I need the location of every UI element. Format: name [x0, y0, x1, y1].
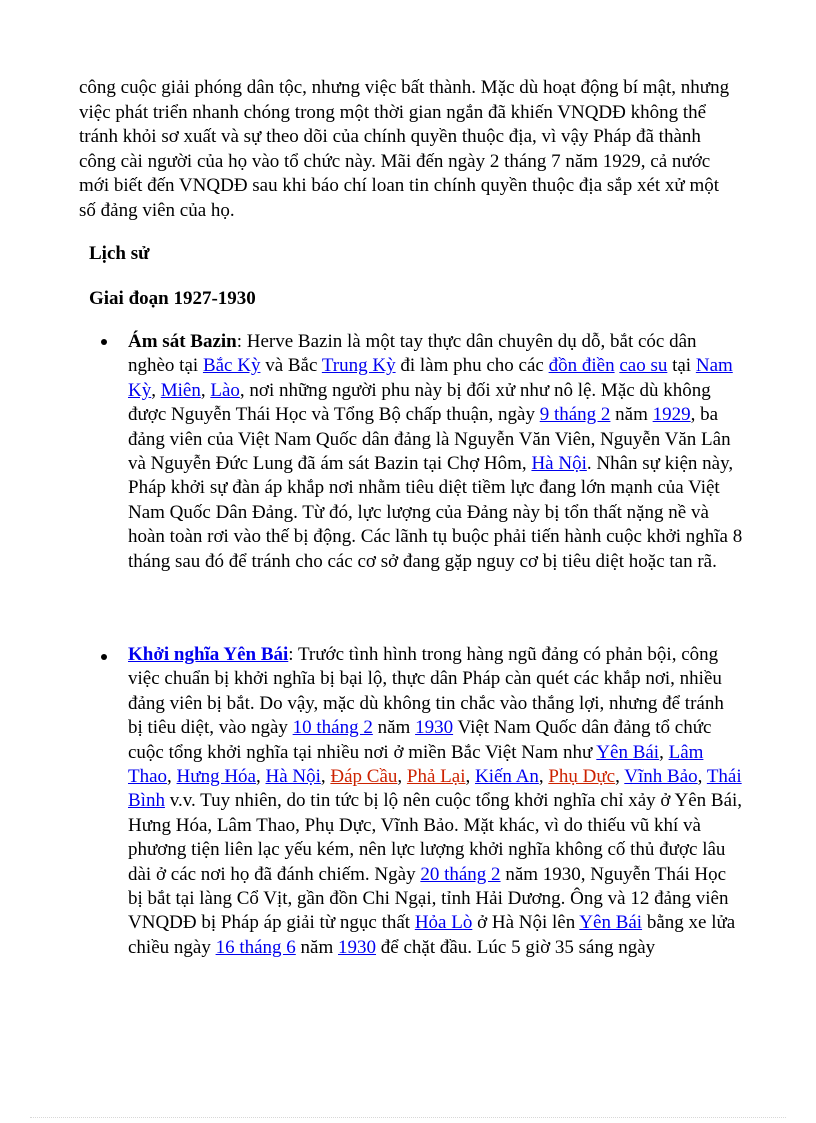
- link-phu-duc[interactable]: Phụ Dực: [548, 766, 616, 788]
- text: ,: [167, 766, 177, 788]
- text: ,: [615, 766, 625, 788]
- link-ha-noi[interactable]: Hà Nội: [531, 453, 587, 475]
- text: để chặt đầu. Lúc 5 giờ 35 sáng ngày: [376, 936, 656, 958]
- link-kien-an[interactable]: Kiến An: [474, 766, 539, 788]
- link-mien[interactable]: Miên: [160, 379, 201, 401]
- link-date-20-2[interactable]: 20 tháng 2: [420, 863, 501, 885]
- text: và Bắc: [260, 355, 322, 377]
- text: năm 1930, Nguyễn Thái Học bị bắt tại làng Cổ Vịt, gần đồn Chi Ngại, tỉnh Hải Dương. Ông và 12 đảng viên VNQDĐ bị Pháp áp giải từ ngục thất: [128, 863, 729, 934]
- text: năm: [610, 404, 653, 426]
- list-item-bazin: [128, 330, 743, 574]
- heading-history: Lịch sử: [89, 243, 150, 264]
- link-don-dien[interactable]: đồn điền: [548, 355, 615, 377]
- link-year-1929[interactable]: 1929: [652, 404, 691, 426]
- link-pha-lai[interactable]: Phả Lại: [406, 766, 466, 788]
- link-yen-bai[interactable]: Yên Bái: [596, 741, 660, 763]
- link-thai-binh[interactable]: Thái Bình: [128, 766, 742, 812]
- link-date-16-6[interactable]: 16 tháng 6: [215, 936, 296, 958]
- text: ,: [465, 766, 475, 788]
- text: . Nhân sự kiện này, Pháp khởi sự đàn áp khắp nơi nhằm tiêu diệt tiềm lực đang lớn mạnh của Việt Nam Quốc Dân Đảng. Từ đó, lực lượng của Đảng này bị tổn thất nặng nề và hoàn toàn rơi vào thế bị động. Các lãnh tụ buộc phải tiến hành cuộc khởi nghĩa 8 tháng sau đó để tránh cho các cơ sở đang gặp nguy cơ bị tiêu diệt hoặc tan rã.: [128, 453, 743, 572]
- text: ,: [151, 379, 161, 401]
- text: v.v. Tuy nhiên, do tin tức bị lộ nên cuộc tổng khởi nghĩa chỉ xảy ở Yên Bái, Hưng Hóa, Lâm Thao, Phụ Dực, Vĩnh Bảo. Mặt khác, vì do thiếu vũ khí và phương tiện liên lạc yếu kém, nên lực lượng khởi nghĩa không cố thủ được lâu dài ở các nơi họ đã đánh chiếm. Ngày: [128, 790, 743, 885]
- bullet-icon: [101, 654, 107, 660]
- text: ,: [659, 741, 669, 763]
- link-vinh-bao[interactable]: Vĩnh Bảo: [624, 766, 698, 788]
- text: năm: [372, 717, 416, 739]
- text: năm: [295, 936, 339, 958]
- link-lao[interactable]: Lào: [210, 379, 240, 401]
- text: , ba đảng viên của Việt Nam Quốc dân đảng là Nguyễn Văn Viên, Nguyễn Văn Lân và Nguyễn Đức Lung đã ám sát Bazin tại Chợ Hôm,: [128, 404, 731, 475]
- text: ,: [255, 766, 266, 788]
- text: ,: [200, 379, 211, 401]
- text: bằng xe lửa chiều ngày: [128, 912, 736, 958]
- link-date-10-2[interactable]: 10 tháng 2: [292, 717, 373, 739]
- link-year-1930[interactable]: 1930: [415, 717, 454, 739]
- text: ,: [538, 766, 549, 788]
- text: ở Hà Nội lên: [472, 912, 580, 934]
- link-khoi-nghia-yen-bai[interactable]: Khởi nghĩa Yên Bái: [128, 644, 289, 665]
- intro-paragraph: công cuộc giải phóng dân tộc, nhưng việc bất thành. Mặc dù hoạt động bí mật, nhưng việc phát triển nhanh chóng trong một thời gian ngắn đã khiến VNQDĐ không thể tránh khỏi sơ xuất và sự theo dõi của chính quyền thuộc địa, vì vậy Pháp đã thành công cài người của họ vào tổ chức này. Mãi đến ngày 2 tháng 7 năm 1929, cả nước mới biết đến VNQDĐ sau khi báo chí loan tin chính quyền thuộc địa sắp xét xử một số đảng viên của họ.: [79, 77, 730, 221]
- text: đi làm phu cho các: [395, 355, 549, 377]
- link-bac-ky[interactable]: Bắc Kỳ: [202, 355, 261, 377]
- link-hoa-lo[interactable]: Hỏa Lò: [414, 912, 473, 934]
- link-year-1930-2[interactable]: 1930: [338, 936, 377, 958]
- link-trung-ky[interactable]: Trung Kỳ: [321, 355, 396, 377]
- text: : Trước tình hình trong hàng ngũ đảng có phản bội, công việc chuẩn bị khởi nghĩa bị bại lộ, thực dân Pháp càn quét các khắp nơi, nhiều đảng viên bị bắt. Do vậy, mặc dù không tin chắc vào thắng lợi, nhưng để tránh bị tiêu diệt, vào ngày: [128, 644, 724, 739]
- link-nam-ky[interactable]: Nam Kỳ: [128, 355, 733, 401]
- text: ,: [697, 766, 707, 788]
- item-title: Ám sát Bazin: [128, 331, 237, 352]
- text: , nơi những người phu này bị đối xử như nô lệ. Mặc dù không được Nguyễn Thái Học và Tổng Bộ chấp thuận, ngày: [128, 379, 711, 426]
- link-date-9-2[interactable]: 9 tháng 2: [539, 404, 611, 426]
- text: ,: [397, 766, 407, 788]
- link-lam-thao[interactable]: Lâm Thao: [128, 741, 704, 788]
- list-item-yen-bai: [128, 643, 743, 960]
- text: Việt Nam Quốc dân đảng tổ chức cuộc tổng khởi nghĩa tại nhiều nơi ở miền Bắc Việt Nam như: [128, 717, 712, 763]
- link-hung-hoa[interactable]: Hưng Hóa: [176, 766, 256, 788]
- text: : Herve Bazin là một tay thực dân chuyên dụ dỗ, bắt cóc dân nghèo tại: [128, 331, 697, 377]
- text: tại: [667, 355, 696, 377]
- heading-period: Giai đoạn 1927-1930: [89, 288, 256, 309]
- link-dap-cau[interactable]: Đáp Cầu: [330, 766, 398, 788]
- bullet-icon: [101, 339, 107, 345]
- text: ,: [320, 766, 331, 788]
- link-ha-noi[interactable]: Hà Nội: [265, 766, 321, 788]
- page-divider: [30, 1117, 786, 1118]
- link-cao-su[interactable]: cao su: [619, 355, 668, 377]
- link-yen-bai-2[interactable]: Yên Bái: [579, 912, 643, 934]
